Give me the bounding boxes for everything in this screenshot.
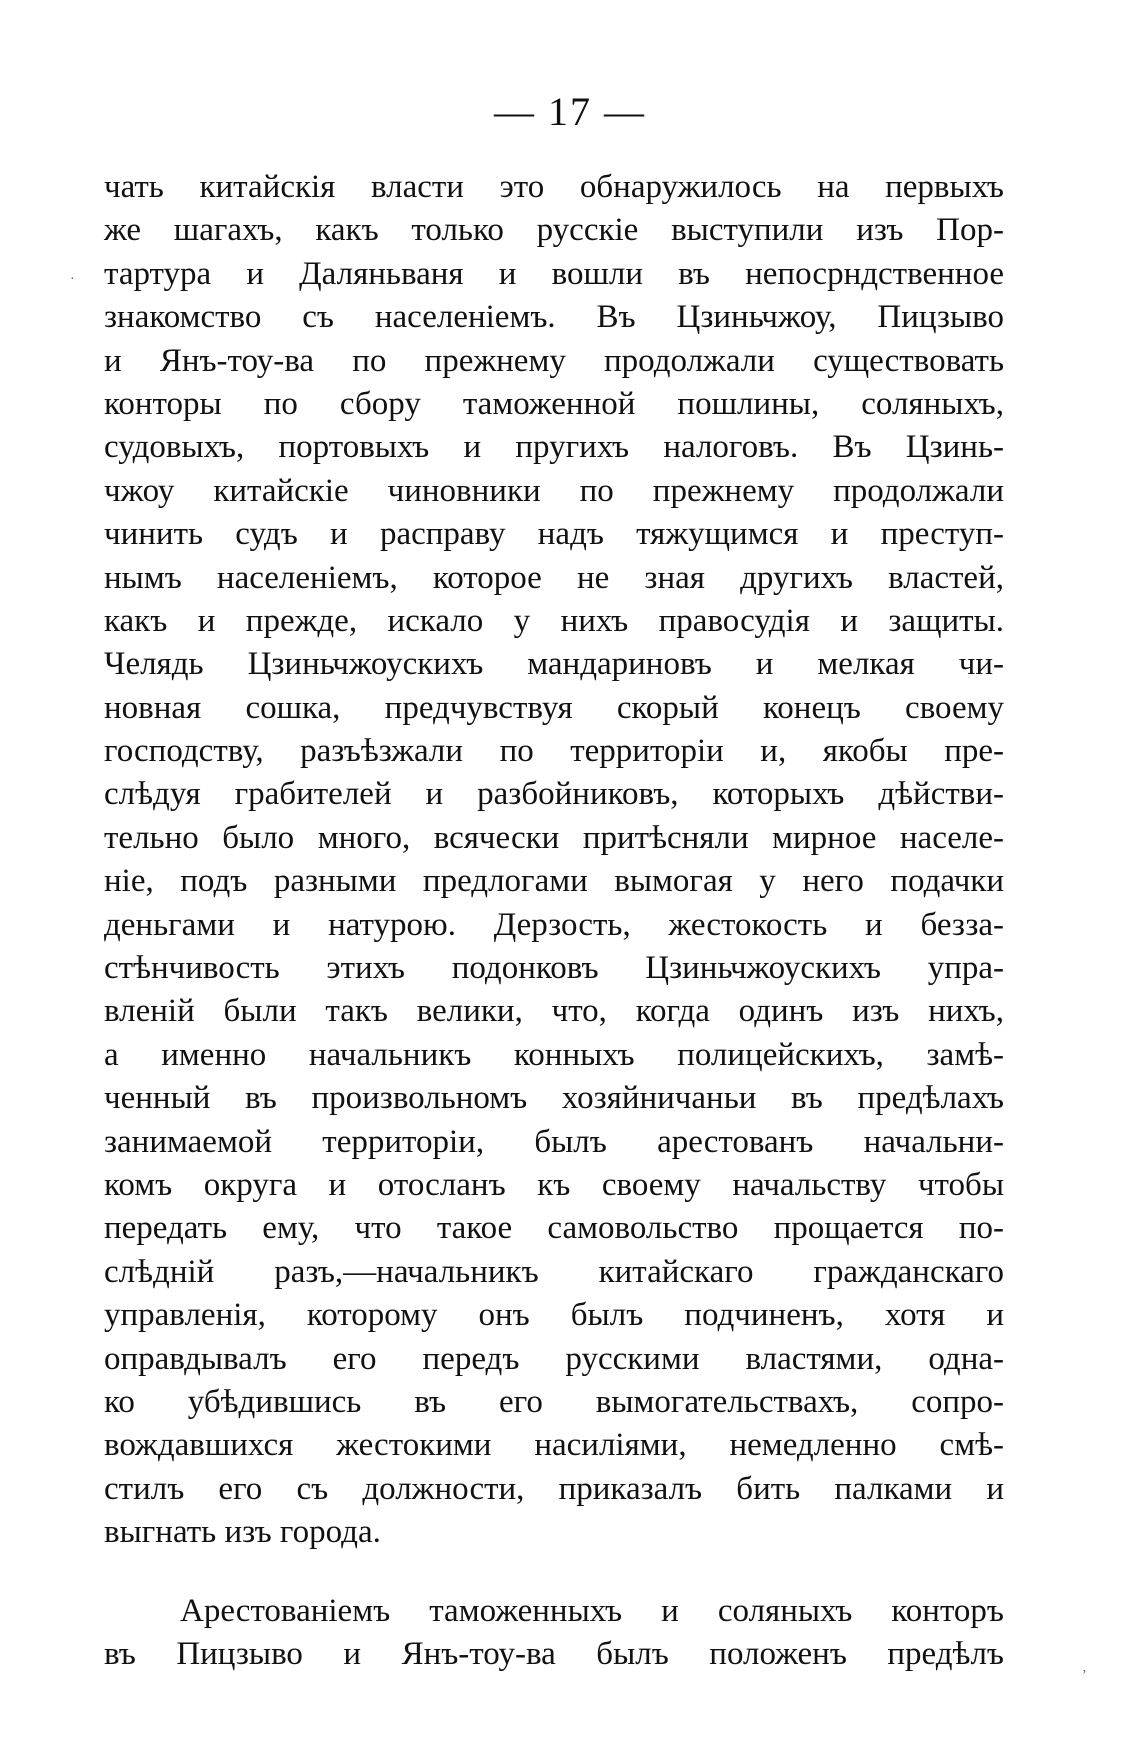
text-line: ко убѣдившись въ его вымогательствахъ, сопро-	[104, 1383, 1004, 1420]
text-line: деньгами и натурою. Дерзость, жестокость и безза-	[104, 906, 1004, 943]
text-line: слѣдній разъ,—начальникъ китайскаго гражданскаго	[104, 1253, 1004, 1290]
text-line: стилъ его съ должности, приказалъ бить палками и	[104, 1470, 1004, 1507]
text-line: знакомство съ населеніемъ. Въ Цзиньчжоу, Пицзыво	[104, 299, 1004, 336]
print-speck: ʼ	[1082, 1668, 1087, 1683]
text-line: судовыхъ, портовыхъ и пругихъ налоговъ. Въ Цзинь-	[104, 429, 1004, 466]
page-number: — 17 —	[494, 89, 646, 134]
text-line: Челядь Цзиньчжоускихъ мандариновъ и мелкая чи-	[104, 646, 1004, 683]
print-speck: ·	[70, 272, 75, 287]
paragraph-2	[104, 1590, 1004, 1677]
text-line: комъ округа и отосланъ къ своему начальству чтобы	[104, 1166, 1004, 1203]
text-line: управленія, которому онъ былъ подчиненъ, хотя и	[104, 1297, 1004, 1334]
text-line: вленій были такъ велики, что, когда одинъ изъ нихъ,	[104, 993, 1004, 1030]
text-line: ченный въ произвольномъ хозяйничаньи въ предѣлахъ	[104, 1080, 1004, 1117]
text-line: тартура и Даляньваня и вошли въ непосрндственное	[104, 255, 1004, 292]
text-line: слѣдуя грабителей и разбойниковъ, которыхъ дѣйстви-	[104, 776, 1004, 813]
text-line: чать китайскія власти это обнаружилось на первыхъ	[104, 169, 1004, 205]
text-line: тельно было много, всячески притѣсняли мирное населе-	[104, 819, 1004, 856]
text-line: господству, разъѣзжали по территоріи и, якобы пре-	[104, 733, 1004, 770]
text-line: занимаемой территоріи, былъ арестованъ начальни-	[104, 1123, 1004, 1160]
text-line: ніе, подъ разными предлогами вымогая у него подачки	[104, 863, 1004, 900]
text-line: вождавшихся жестокими насиліями, немедленно смѣ-	[104, 1427, 1004, 1464]
text-line-indented: Арестованіемъ таможенныхъ и соляныхъ конторъ	[180, 1593, 1004, 1629]
text-line: же шагахъ, какъ только русскіе выступили изъ Пор-	[104, 212, 1004, 249]
text-line: чжоу китайскіе чиновники по прежнему продолжали	[104, 472, 1004, 509]
text-line: конторы по сбору таможенной пошлины, соляныхъ,	[104, 385, 1004, 422]
text-line: какъ и прежде, искало у нихъ правосудія и защиты.	[104, 602, 1004, 639]
text-line: въ Пицзыво и Янъ-тоу-ва былъ положенъ предѣлъ	[104, 1636, 1004, 1673]
text-line: нымъ населеніемъ, которое не зная другихъ властей,	[104, 559, 1004, 596]
text-line: передать ему, что такое самовольство прощается по-	[104, 1210, 1004, 1247]
paragraph-1	[104, 166, 1004, 1555]
text-line: новная сошка, предчувствуя скорый конецъ своему	[104, 689, 1004, 726]
text-line: а именно начальникъ конныхъ полицейскихъ, замѣ-	[104, 1036, 1004, 1073]
text-line: оправдывалъ его передъ русскими властями, одна-	[104, 1340, 1004, 1377]
text-line: чинить судъ и расправу надъ тяжущимся и преступ-	[104, 516, 1004, 553]
text-line: стѣнчивость этихъ подонковъ Цзиньчжоускихъ упра-	[104, 950, 1004, 987]
text-line: и Янъ-тоу-ва по прежнему продолжали существовать	[104, 342, 1004, 379]
text-line-last: выгнать изъ города.	[104, 1514, 381, 1551]
